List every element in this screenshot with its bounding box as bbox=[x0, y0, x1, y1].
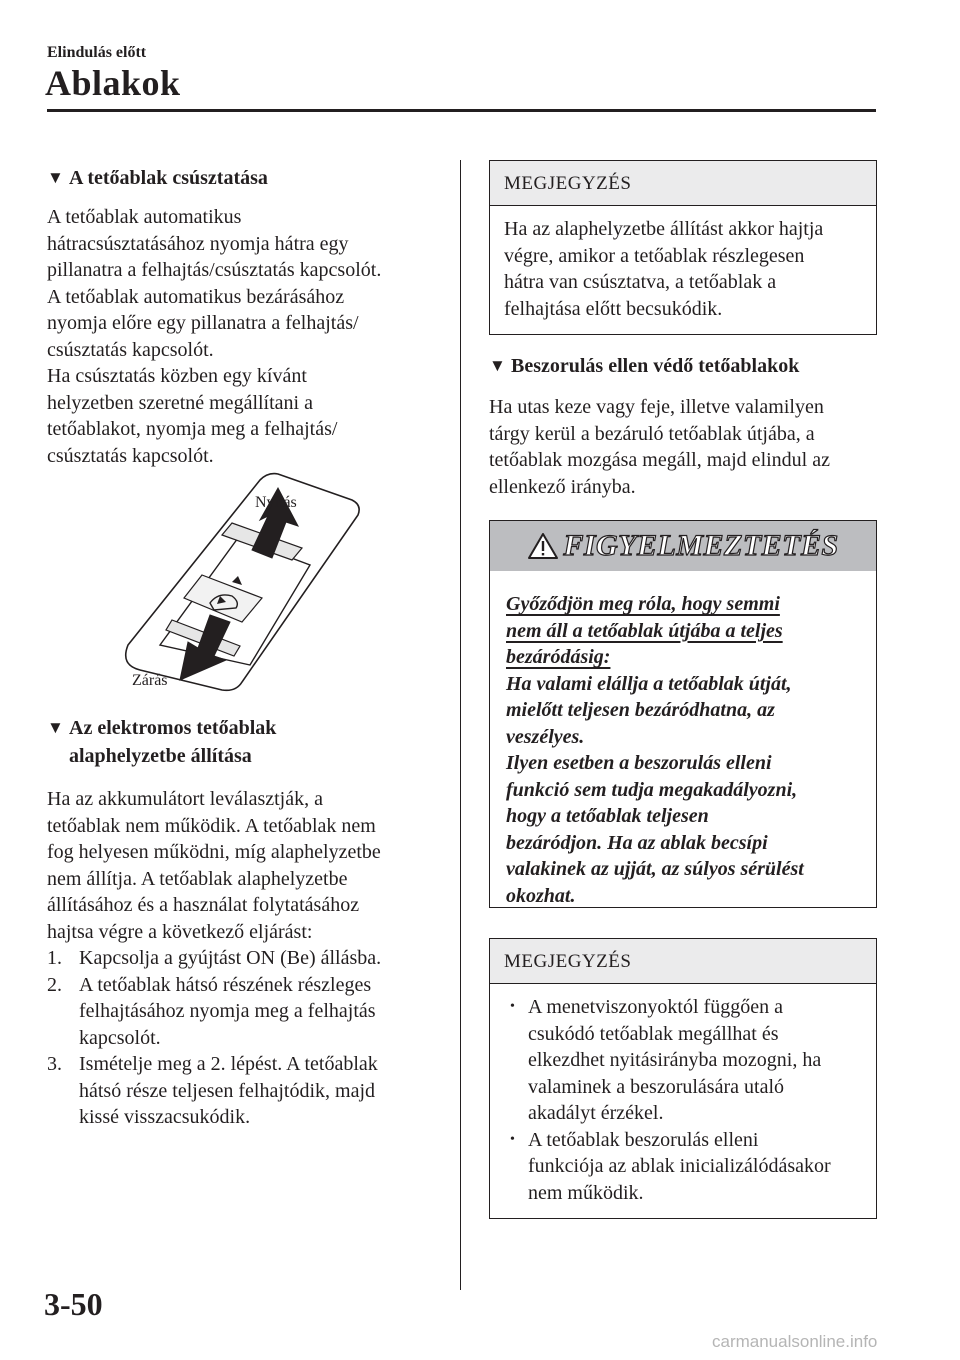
reset-line: hajtsa végre a következő eljárást: bbox=[47, 920, 313, 943]
triangle-bullet-icon: ▼ bbox=[47, 168, 64, 187]
note-body: Ha az alaphelyzetbe állítást akkor hajtja végre, amikor a tetőablak részlegesen hátra van csúsztatva, a tetőablak a felhajtása előtt becsukódik. bbox=[504, 218, 824, 320]
warning-triangle-icon bbox=[527, 532, 559, 560]
sliding-line: Ha csúsztatás közben egy kívánt bbox=[47, 365, 307, 387]
sliding-line: helyzetben szeretné megállítani a bbox=[47, 391, 313, 414]
watermark: carmanualsonline.info bbox=[712, 1332, 878, 1351]
bullet-dot-icon: • bbox=[510, 999, 515, 1014]
note-title: MEGJEGYZÉS bbox=[490, 161, 876, 206]
note-box-reset bbox=[489, 160, 877, 335]
list-item: 1. Kapcsolja a gyújtást ON (Be) állásba. bbox=[47, 947, 382, 969]
sliding-line: pillanatra a felhajtás/csúsztatás kapcsolót. bbox=[47, 259, 382, 281]
note-box-anti-pinch bbox=[489, 938, 877, 1219]
reset-line: nem állítja. A tetőablak alaphelyzetbe bbox=[47, 867, 348, 890]
open-label: Nyitás bbox=[255, 494, 297, 511]
reset-line: tetőablak nem működik. A tetőablak nem bbox=[47, 814, 376, 837]
sliding-line: A tetőablak automatikus bezárásához bbox=[47, 285, 345, 308]
list-item: • A menetviszonyoktól függően a csukódó tetőablak megállhat és elkezdhet nyitásirányba mozogni, ha valaminek a beszorulására utaló akadályt érzékel. bbox=[504, 994, 862, 1127]
triangle-bullet-icon: ▼ bbox=[47, 718, 64, 737]
sliding-body bbox=[47, 204, 447, 469]
sliding-section bbox=[47, 164, 447, 469]
close-label: Zárás bbox=[132, 672, 168, 689]
column-divider bbox=[460, 160, 461, 1290]
warning-body: Győződjön meg róla, hogy semmi nem áll a tetőablak útjába a teljes bezáródásig: Ha valami elállja a tetőablak útját, mielőtt teljesen bezáródhatna, az veszélyes. Ilyen esetben a beszorulás elleni funkció sem tudja megakadályozni, hogy a tetőablak teljesen bezáródjon. Ha az ablak becsípi valakinek az ujját, az súlyos sérülést okozhat. bbox=[506, 593, 804, 907]
chapter-title: Ablakok bbox=[45, 63, 181, 103]
sliding-line: csúsztatás kapcsolót. bbox=[47, 444, 214, 467]
anti-pinch-section bbox=[489, 352, 877, 500]
reset-line: állításához és a használat folytatásához bbox=[47, 894, 360, 916]
sliding-line: hátracsúsztatásához nyomja hátra egy bbox=[47, 232, 349, 255]
section-label: Elindulás előtt bbox=[47, 44, 147, 61]
anti-pinch-heading: ▼ Beszorulás ellen védő tetőablakok bbox=[489, 352, 877, 380]
list-item: 3. Ismételje meg a 2. lépést. A tetőablak hátsó része teljesen felhajtódik, majd kissé visszacsukódik. bbox=[47, 1053, 378, 1128]
sunroof-switch-figure bbox=[110, 470, 370, 700]
reset-line: fog helyesen működni, míg alaphelyzetbe bbox=[47, 841, 381, 863]
reset-section bbox=[47, 714, 447, 1131]
reset-heading: ▼ Az elektromos tetőablak alaphelyzetbe állítása bbox=[47, 714, 447, 770]
list-item: 2. A tetőablak hátsó részének részleges felhajtásához nyomja meg a felhajtás kapcsolót. bbox=[47, 973, 376, 1049]
sliding-line: nyomja előre egy pillanatra a felhajtás/ bbox=[47, 312, 359, 334]
note-body bbox=[490, 984, 876, 1218]
list-item: • A tetőablak beszorulás elleni funkciója az ablak inicializálódásakor nem működik. bbox=[504, 1127, 862, 1207]
sliding-line: tetőablakot, nyomja meg a felhajtás/ bbox=[47, 418, 338, 440]
reset-line: Ha az akkumulátort leválasztják, a bbox=[47, 788, 323, 810]
note-title: MEGJEGYZÉS bbox=[490, 939, 876, 984]
bullet-dot-icon: • bbox=[510, 1131, 515, 1147]
sliding-heading: ▼ A tetőablak csúsztatása bbox=[47, 164, 447, 192]
reset-body bbox=[47, 786, 447, 945]
header-rule bbox=[47, 109, 876, 112]
reset-steps bbox=[47, 945, 447, 1131]
anti-pinch-body: Ha utas keze vagy feje, illetve valamilyen tárgy kerül a bezáruló tetőablak útjába, a tetőablak mozgása megáll, majd elindul az ellenkező irányba. bbox=[489, 396, 830, 498]
warning-header bbox=[490, 521, 876, 571]
page-number: 3-50 bbox=[44, 1286, 103, 1322]
triangle-bullet-icon: ▼ bbox=[489, 356, 506, 375]
sliding-line: A tetőablak automatikus bbox=[47, 206, 242, 228]
sliding-line: csúsztatás kapcsolót. bbox=[47, 338, 214, 361]
warning-title: FIGYELMEZTETÉS bbox=[563, 529, 839, 562]
warning-box bbox=[489, 520, 877, 908]
